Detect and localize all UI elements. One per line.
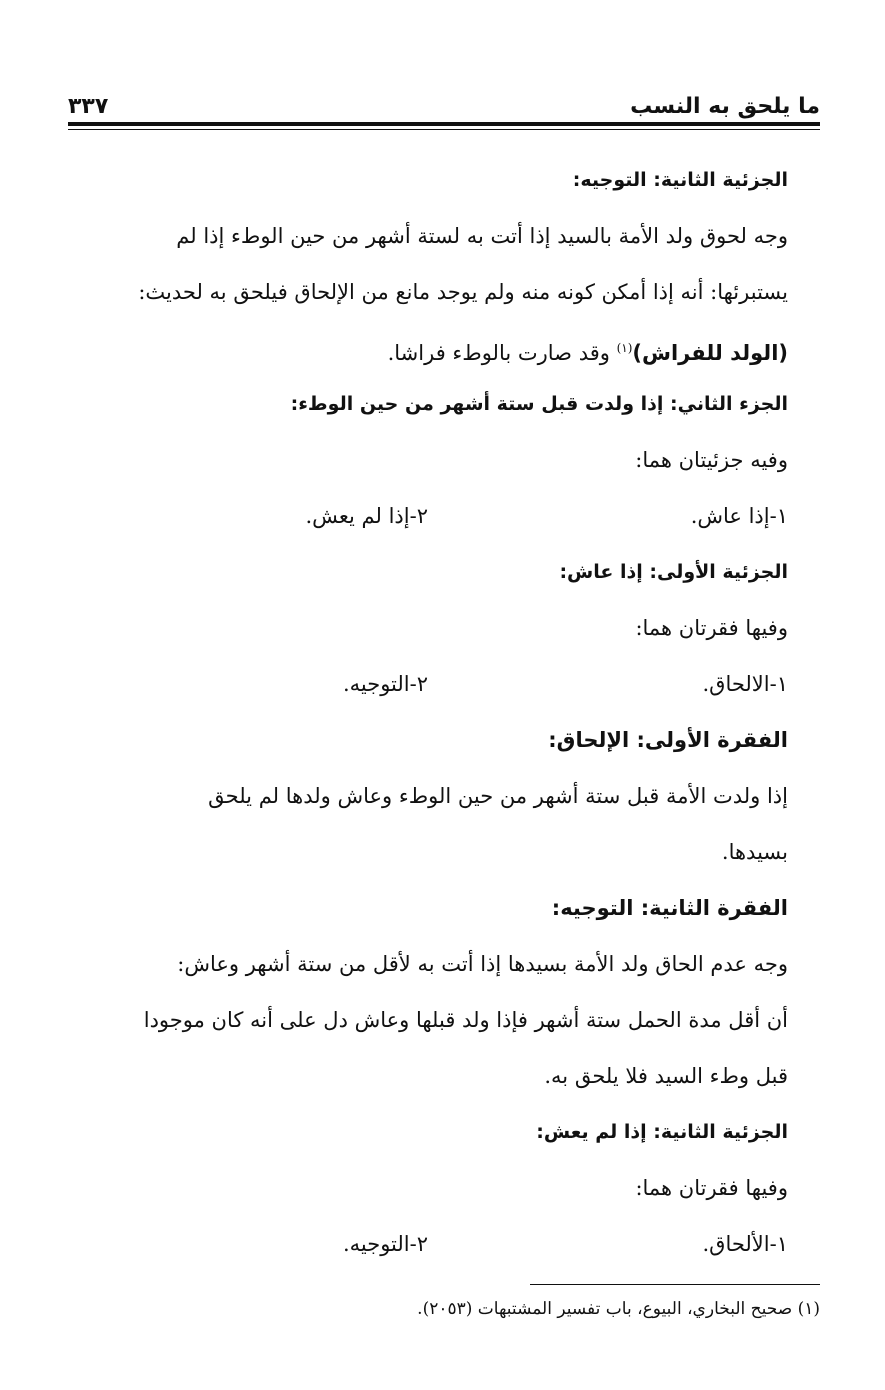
section-heading: الفقرة الثانية: التوجيه:	[551, 896, 788, 920]
paragraph-line: يستبرئها: أنه إذا أمكن كونه منه ولم يوجد مانع من الإلحاق فيلحق به لحديث:	[138, 280, 788, 304]
paragraph-line: وجه عدم الحاق ولد الأمة بسيدها إذا أتت به لأقل من ستة أشهر وعاش:	[177, 952, 788, 976]
list-item: ١-الألحاق.	[702, 1232, 788, 1256]
header-rule-thin	[68, 129, 820, 130]
paragraph-line: وجه لحوق ولد الأمة بالسيد إذا أتت به لستة أشهر من حين الوطء إذا لم	[176, 224, 788, 248]
list-item: ٢-التوجيه.	[342, 672, 428, 696]
footnote-separator	[530, 1284, 820, 1285]
section-heading: الجزئية الأولى: إذا عاش:	[559, 561, 788, 583]
footnote-ref: (١)	[616, 341, 633, 355]
numbered-list	[68, 488, 788, 544]
paragraph-line: إذا ولدت الأمة قبل ستة أشهر من حين الوطء وعاش ولدها لم يلحق	[208, 784, 788, 808]
running-header	[68, 84, 820, 118]
section-heading: الجزئية الثانية: التوجيه:	[572, 169, 788, 191]
numbered-list	[68, 1216, 788, 1272]
page-content	[68, 152, 820, 1319]
list-item: ٢-التوجيه.	[342, 1232, 428, 1256]
paragraph-line-hadith	[68, 320, 820, 376]
list-item: ١-الالحاق.	[702, 672, 788, 696]
footnote: (١) صحيح البخاري، البيوع، باب تفسير المشتبهات (٢٠٥٣).	[417, 1299, 820, 1319]
running-title: ما يلحق به النسب	[630, 94, 820, 119]
section-heading: الجزء الثاني: إذا ولدت قبل ستة أشهر من حين الوطء:	[290, 393, 788, 415]
paragraph-tail: وقد صارت بالوطء فراشا.	[387, 341, 617, 365]
header-rule-thick	[68, 122, 820, 126]
paragraph-line: بسيدها.	[721, 840, 788, 864]
hadith-text: (الولد للفراش)	[632, 341, 788, 365]
numbered-list	[68, 656, 788, 712]
paragraph-lhuq	[68, 208, 820, 320]
intro-text: وفيها فقرتان هما:	[635, 616, 788, 640]
intro-text: وفيه جزئيتان هما:	[635, 448, 788, 472]
paragraph-line: قبل وطء السيد فلا يلحق به.	[544, 1064, 788, 1088]
list-item: ٢-إذا لم يعش.	[305, 504, 428, 528]
intro-text: وفيها فقرتان هما:	[635, 1176, 788, 1200]
section-heading: الجزئية الثانية: إذا لم يعش:	[536, 1121, 788, 1143]
paragraph-line: أن أقل مدة الحمل ستة أشهر فإذا ولد قبلها وعاش دل على أنه كان موجودا	[143, 1008, 788, 1032]
page-number: ٣٣٧	[68, 94, 109, 119]
book-page	[68, 84, 820, 1319]
list-item: ١-إذا عاش.	[690, 504, 788, 528]
paragraph-ilhaq	[68, 768, 820, 880]
section-heading: الفقرة الأولى: الإلحاق:	[548, 728, 788, 752]
paragraph-tawjih	[68, 936, 820, 1104]
